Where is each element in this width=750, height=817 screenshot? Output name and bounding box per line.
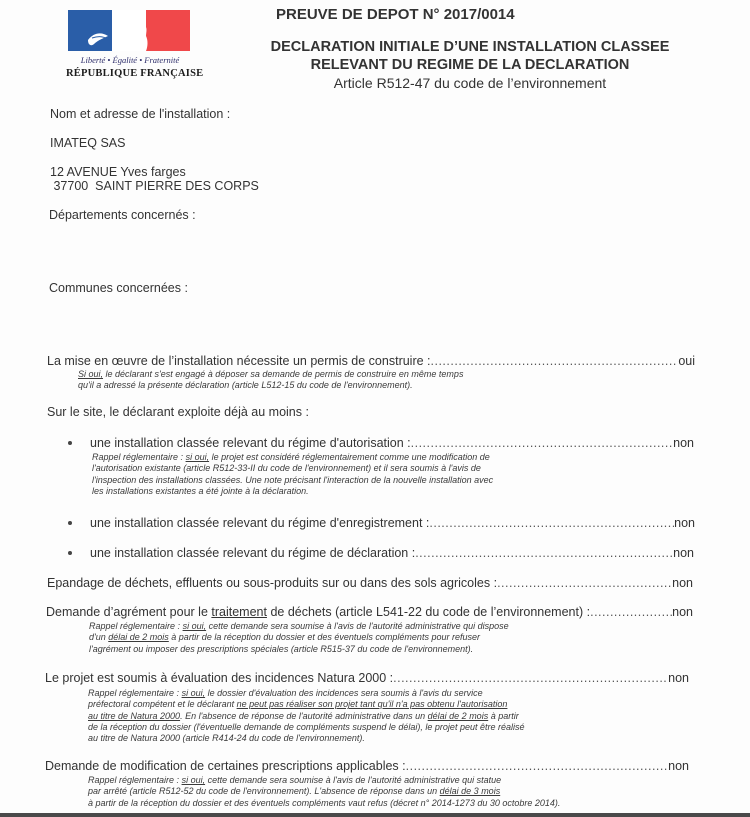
agrement-answer: non [672,605,693,619]
departements-label: Départements concernés : [49,208,196,222]
note-text: au titre de Natura 2000 (article R414-24 du code de l'environnement). [88,733,365,744]
note-text: le dossier d'évaluation des incidences sera soumis à l'avis du service [205,688,483,698]
modification-note [88,775,560,809]
label-text: Demande d’agrément pour le [46,605,212,619]
installation-address-line2: 37700 SAINT PIERRE DES CORPS [50,179,259,193]
republique-francaise-logo [66,10,204,84]
note-text: le déclarant s'est engagé à déposer sa demande de permis de construire en même temps [103,369,464,379]
site-item-answer: non [674,516,695,530]
note-delai: délai de 3 mois [439,786,501,797]
agrement-label [46,605,590,619]
declaration-title-line1: DECLARATION INITIALE D’UNE INSTALLATION CLASSEE [270,39,670,55]
modification-label: Demande de modification de certaines prescriptions applicables : [45,759,406,773]
communes-label: Communes concernées : [49,281,188,295]
note-text: les installations existantes a été jointe à la déclaration. [92,485,309,496]
article-reference: Article R512-47 du code de l’environnement [333,75,607,91]
dot-leader [415,546,673,560]
dot-leader [590,605,672,619]
permis-row [47,354,695,368]
declaration-title [256,38,684,74]
note-text: par arrêté (article R512-52 du code de l'environnement). L'absence de réponse dans un [88,786,440,797]
note-text: . En l'absence de réponse de l'autorité administrative dans un [180,710,428,721]
note-si-oui: si oui, [181,775,206,785]
note-text: cette demande sera soumise à l'avis de l'autorité administrative qui dispose [206,621,509,631]
bullet-icon [68,521,72,525]
permis-label: La mise en œuvre de l’installation nécessite un permis de construire : [47,354,431,368]
note-text: préfectoral compétent et le déclarant [88,699,237,710]
note-text: cette demande sera soumise à l'avis de l'autorité administrative qui statue [205,775,502,785]
site-autorisation-row [90,436,694,450]
note-text: l'autorisation existante (article R512-33-II du code de l'environnement) et il sera soumis à l'avis de [92,463,481,474]
page-bottom-edge [0,813,750,817]
site-item-answer: non [673,546,694,560]
bullet-icon [68,441,72,445]
autorisation-note [92,452,493,497]
note-text: de la réception du dossier (l'éventuelle demande de compléments suspend le délai), le projet peut être réalisé [88,721,525,732]
note-text: le projet est considéré réglementairement comme une modification de [209,452,490,462]
note-prefix: Rappel réglementaire : [88,775,182,785]
agrement-note [89,621,509,655]
note-text: à partir de la réception du dossier et des éventuels compléments pour refuser [168,632,480,643]
note-text: à partir [488,710,519,721]
site-enregistrement-row [90,516,695,530]
installation-label: Nom et adresse de l'installation : [50,107,231,121]
note-text: l'inspection des installations classées. Une note précisant l'interaction de la nouvelle installation avec [92,474,494,485]
site-label: Sur le site, le déclarant exploite déjà au moins : [47,405,309,419]
note-underlined: au titre de Natura 2000 [88,710,181,721]
epandage-row [47,576,693,590]
bullet-icon [68,551,72,555]
natura-label: Le projet est soumis à évaluation des incidences Natura 2000 : [45,671,394,685]
natura-answer: non [668,671,689,685]
site-item-label: une installation classée relevant du régime de déclaration : [90,546,416,560]
note-si-oui: si oui, [181,688,206,698]
dot-leader [406,759,669,773]
natura-note [88,688,524,744]
site-item-label: une installation classée relevant du régime d'autorisation : [90,436,411,450]
installation-address-line1: 12 AVENUE Yves farges [50,165,186,179]
modification-row [45,759,689,773]
label-text: de déchets (article L541-22 du code de l’environnement) : [266,605,591,619]
logo-motto: Liberté • Égalité • Fraternité [80,55,180,65]
note-text: qu'il a adressé la présente déclaration (article L512-15 du code de l'environnement). [78,380,413,391]
depot-number-title: PREUVE DE DEPOT N° 2017/0014 [276,6,515,23]
dot-leader [393,671,668,685]
note-prefix: Rappel réglementaire : [92,452,186,462]
note-text: l'agrément ou imposer des prescriptions spéciales (article R515-37 du code de l'environnement). [89,643,474,654]
note-prefix: Rappel réglementaire : [89,621,183,631]
note-si-oui: si oui, [185,452,210,462]
logo-republique: RÉPUBLIQUE FRANÇAISE [66,68,204,79]
permis-note [78,369,463,392]
dot-leader [497,576,672,590]
note-text: d'un [89,632,109,643]
dot-leader [411,436,674,450]
note-delai: délai de 2 mois [108,632,169,643]
epandage-label: Epandage de déchets, effluents ou sous-produits sur ou dans des sols agricoles : [47,576,498,590]
agrement-row [46,605,693,619]
note-text: à partir de la réception du dossier et des éventuels compléments vaut refus (décret n° 2014-1273 du 30 octobre 2014). [88,797,561,808]
site-item-answer: non [673,436,694,450]
note-delai: délai de 2 mois [427,710,489,721]
epandage-answer: non [672,576,693,590]
site-item-label: une installation classée relevant du régime d'enregistrement : [90,516,430,530]
installation-name: IMATEQ SAS [50,136,126,150]
dot-leader [431,354,679,368]
note-si-oui: si oui, [182,621,207,631]
marianne-icon [68,10,190,51]
permis-answer: oui [678,354,695,368]
label-underlined: traitement [211,605,267,619]
site-declaration-row [90,546,694,560]
declaration-title-line2: RELEVANT DU REGIME DE LA DECLARATION [310,57,630,73]
dot-leader [429,516,674,530]
natura-row [45,671,689,685]
modification-answer: non [668,759,689,773]
note-underlined: ne peut pas réaliser son projet tant qu'il n'a pas obtenu l'autorisation [236,699,508,710]
note-si-oui: Si oui, [78,369,104,379]
note-prefix: Rappel réglementaire : [88,688,182,698]
